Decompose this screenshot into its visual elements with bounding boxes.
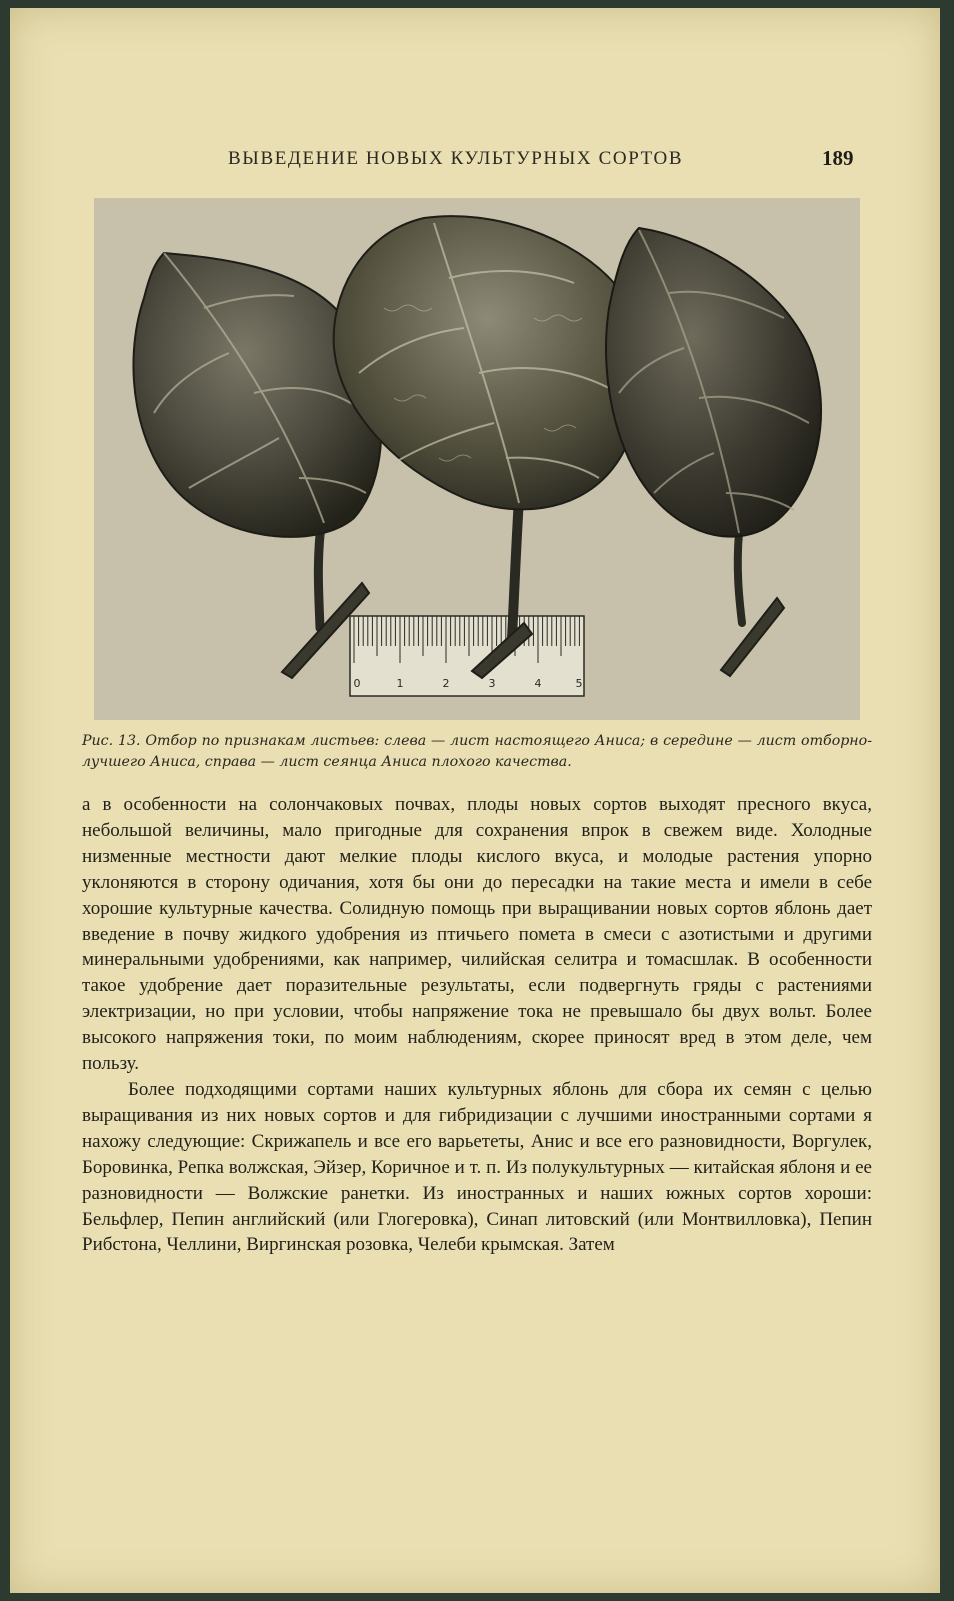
ruler-label-5: 5 bbox=[575, 677, 583, 690]
running-title: ВЫВЕДЕНИЕ НОВЫХ КУЛЬТУРНЫХ СОРТОВ bbox=[228, 148, 684, 169]
leaf-figure bbox=[94, 198, 860, 720]
paragraph-2: Более подходящими сортами наших культурных яблонь для сбора их семян с целью выращивания из них новых сортов и для гибридизации с лучшими иностранными сортами я нахожу следующие: Скрижапель и все его варьететы, Анис и все его разновидности, Воргулек, Боровинка, Репка волжская, Эйзер, Коричное и т. п. Из полукультурных — китайская яблоня и ее разновидности — Волжские ранетки. Из иностранных и наших южных сортов хороши: Бельфлер, Пепин английский (или Глогеровка), Синап литовский (или Монтвилловка), Пепин Рибстона, Челлини, Виргинская розовка, Челеби крымская. Затем bbox=[82, 1078, 872, 1256]
ruler-label-0: 0 bbox=[353, 677, 361, 690]
leaf-illustration bbox=[94, 198, 860, 720]
ruler-label-1: 1 bbox=[396, 677, 404, 690]
paragraph-1: а в особенности на солончаковых почвах, плоды новых сортов выходят пресного вкуса, небольшой величины, мало пригодные для сохранения впрок в свежем виде. Холодные низменные местности дают мелкие плоды кислого вкуса, и молодые растения упорно уклоняются в сторону одичания, хотя бы они до пересадки на такие места и имели в себе хорошие культурные качества. Солидную помощь при выращивании новых сортов яблонь дает введение в почву жидкого удобрения из птичьего помета в смеси с азотистыми и другими минеральными удобрениями, как например, чилийская селитра и томасшлак. В особенности такое удобрение дает поразительные результаты, если подвергнуть гряды с растениями электризации, но при условии, чтобы напряжение тока не превышало бы двух вольт. Более высокого напряжения токи, по моим наблюдениям, скорее приносят вред в этом деле, чем пользу. bbox=[82, 794, 872, 1075]
leaf-right bbox=[606, 228, 821, 676]
body-text bbox=[82, 792, 872, 1258]
figure-caption: Рис. 13. Отбор по признакам листьев: слева — лист настоящего Аниса; в середине — лист отборно-лучшего Аниса, справа — лист сеянца Аниса плохого качества. bbox=[82, 733, 872, 770]
page-header bbox=[10, 148, 940, 178]
book-page bbox=[10, 8, 940, 1593]
ruler-label-4: 4 bbox=[534, 677, 542, 690]
scale-ruler bbox=[350, 616, 584, 696]
ruler-label-2: 2 bbox=[442, 677, 450, 690]
ruler-label-3: 3 bbox=[488, 677, 496, 690]
page-number: 189 bbox=[822, 146, 854, 170]
